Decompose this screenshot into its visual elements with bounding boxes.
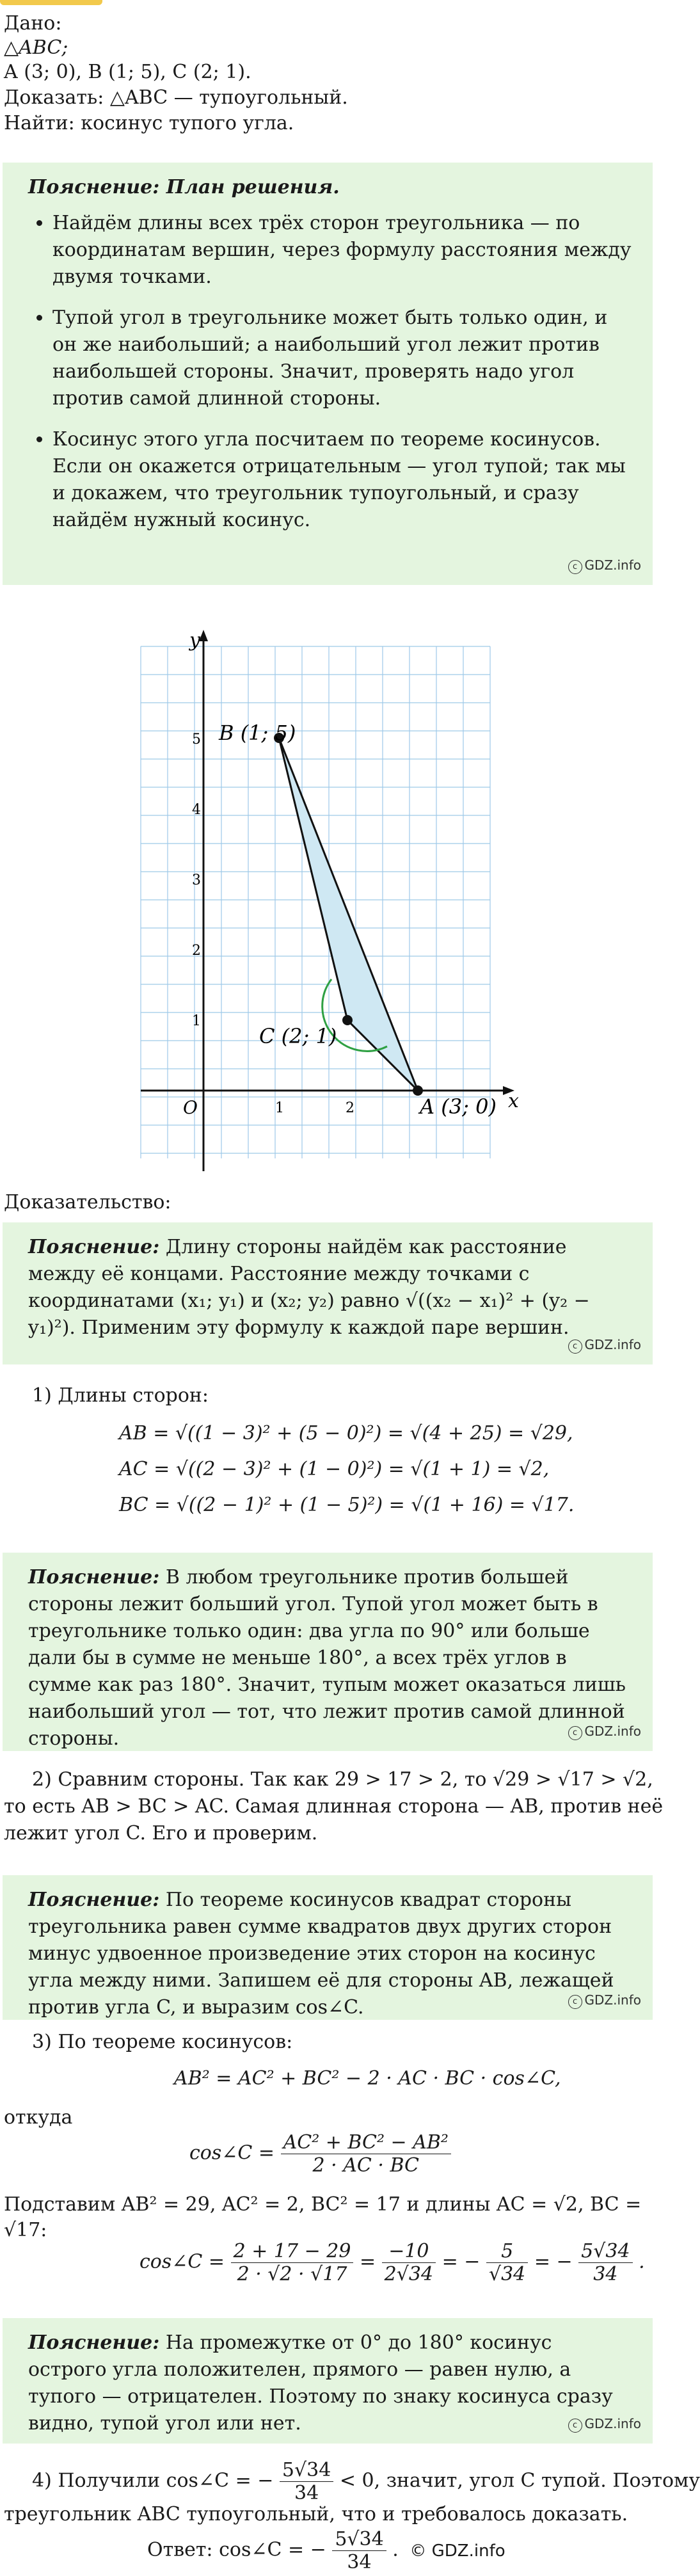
- y-axis-label: y: [189, 629, 200, 652]
- fraction-numerator: AC² + BC² − AB²: [281, 2131, 451, 2154]
- note-title: Пояснение:: [28, 1236, 160, 1258]
- whence-label: откуда: [4, 2106, 73, 2129]
- answer-pre: Ответ: cos∠C = −: [147, 2538, 326, 2561]
- cos-lhs: cos∠C =: [189, 2141, 275, 2164]
- given-points: A (3; 0), B (1; 5), C (2; 1).: [4, 61, 251, 83]
- gdz-signature: c GDZ.info: [568, 552, 641, 579]
- point-c: [342, 1015, 353, 1025]
- note-text: В любом треугольнике против большей стороны лежит больший угол. Тупой угол может быть в треугольнике только один: два угла по 90° или больше дали бы в сумме не меньше 180°, а всех трёх углов в сумме как раз 180°. Значит, тупым может оказаться лишь наибольший угол — тот, что лежит против самой длинной стороны.: [28, 1566, 626, 1750]
- y-tick-label: 4: [192, 802, 201, 818]
- y-tick-label: 5: [192, 732, 201, 748]
- x-tick-label: 1: [275, 1100, 284, 1116]
- calc-lhs: cos∠C =: [139, 2250, 225, 2273]
- step4-pre: 4) Получили cos∠C = −: [32, 2469, 274, 2492]
- given-label: Дано:: [4, 12, 62, 35]
- law-formula: AB² = AC² + BC² − 2 · AC · BC · cos∠C,: [174, 2067, 561, 2090]
- y-tick-label: 3: [192, 872, 201, 888]
- fraction-numerator: 5√34: [578, 2240, 632, 2263]
- fraction-numerator: 5: [486, 2240, 528, 2263]
- note-text: Длину стороны найдём как расстояние между её концами. Расстояние между точками с координатами (x₁; y₁) и (x₂; y₂) равно √((x₂ − x₁)² + (y₂ − y₁)²). Применим эту формулу к каждой паре вершин.: [28, 1236, 590, 1339]
- substitute-line: √17:: [4, 2219, 47, 2241]
- coordinate-graph: [128, 621, 537, 1171]
- fraction-denominator: 2√34: [384, 2263, 434, 2285]
- equals-sign: =: [359, 2250, 376, 2273]
- step2-line: то есть AB > BC > AC. Самая длинная сторона — AB, против неё: [4, 1795, 664, 1818]
- gdz-signature: c GDZ.info: [568, 1331, 641, 1358]
- cos-fraction: [281, 2131, 451, 2177]
- top-tab-marker: [0, 0, 102, 5]
- given-triangle: △ABC;: [4, 36, 68, 59]
- step4-fraction: [280, 2459, 333, 2504]
- calc-fraction: [486, 2240, 528, 2285]
- gdz-signature: c GDZ.info: [568, 1718, 641, 1745]
- given-prove: Доказать: △ABC — тупоугольный.: [4, 86, 348, 109]
- step4-line: [32, 2459, 700, 2504]
- plan-bullet: • Найдём длины всех трёх сторон треугольника — по координатам вершин, через формулу расстояния между двумя точками.: [52, 210, 633, 291]
- answer-fraction: [332, 2528, 386, 2573]
- note-text: На промежутке от 0° до 180° косинус острого угла положителен, прямого — равен нулю, а тупого — отрицателен. Поэтому по знаку косинуса сразу видно, тупой угол или нет.: [28, 2332, 613, 2435]
- y-tick-label: 1: [192, 1013, 201, 1029]
- plan-list: [28, 210, 633, 534]
- note-distance: [3, 1222, 653, 1364]
- fraction-numerator: 2 + 17 − 29: [231, 2240, 354, 2263]
- fraction-denominator: 2 · √2 · √17: [237, 2263, 347, 2285]
- plan-bullet: • Тупой угол в треугольнике может быть только один, и он же наибольший; а наибольший угол лежит против наибольшей стороны. Значит, проверять надо угол против самой длинной стороны.: [52, 305, 633, 412]
- fraction-numerator: 5√34: [332, 2528, 386, 2551]
- calc-fraction: [382, 2240, 436, 2285]
- fraction-denominator: 34: [593, 2263, 618, 2285]
- note-law-of-cosines: [3, 1875, 653, 2020]
- gdz-signature: c GDZ.info: [568, 1987, 641, 2013]
- point-a-label: A (3; 0): [420, 1094, 497, 1119]
- calc-fraction: [231, 2240, 354, 2285]
- answer-signature: © GDZ.info: [410, 2541, 505, 2561]
- calc-fraction: [578, 2240, 632, 2285]
- note-text: По теореме косинусов квадрат стороны треугольника равен сумме квадратов двух других сторон минус удвоенное произведение этих сторон на косинус угла между ними. Запишем её для стороны AB, лежащей против угла C, и выразим cos∠C.: [28, 1889, 614, 2019]
- cos-calculation: [139, 2240, 645, 2285]
- fraction-numerator: 5√34: [280, 2459, 333, 2482]
- x-axis-label: x: [508, 1090, 519, 1112]
- step2-line: 2) Сравним стороны. Так как 29 > 17 > 2, то √29 > √17 > √2,: [32, 1768, 653, 1791]
- fraction-denominator: 34: [294, 2482, 319, 2504]
- note-title: Пояснение:: [28, 2332, 160, 2354]
- step4-post: < 0, значит, угол C тупой. Поэтому: [339, 2469, 700, 2492]
- point-c-label: C (2; 1): [259, 1024, 337, 1048]
- substitute-line: Подставим AB² = 29, AC² = 2, BC² = 17 и длины AC = √2, BC =: [4, 2193, 642, 2216]
- answer-line: [147, 2528, 505, 2573]
- equals-sign: = −: [441, 2250, 481, 2273]
- fraction-denominator: 2 · AC · BC: [312, 2154, 420, 2177]
- step2-line: лежит угол C. Его и проверим.: [4, 1822, 318, 1844]
- formula-ac: AC = √((2 − 3)² + (1 − 0)²) = √(1 + 1) = √2,: [119, 1458, 550, 1480]
- point-b-label: B (1; 5): [219, 721, 296, 745]
- step4-line2: треугольник ABC тупоугольный, что и требовалось доказать.: [4, 2503, 628, 2525]
- note-title: Пояснение:: [28, 1889, 160, 1911]
- y-tick-label: 2: [192, 943, 201, 959]
- formula-ab: AB = √((1 − 3)² + (5 − 0)²) = √(4 + 25) = √29,: [119, 1422, 573, 1444]
- grid: [141, 646, 490, 1158]
- origin-label: O: [183, 1097, 198, 1118]
- plan-bullet: • Косинус этого угла посчитаем по теореме косинусов. Если он окажется отрицательным — угол тупой; так мы и докажем, что треугольник тупоугольный, и сразу найдём нужный косинус.: [52, 426, 633, 534]
- x-tick-label: 2: [346, 1100, 354, 1116]
- period: .: [639, 2250, 645, 2273]
- note-title: Пояснение:: [28, 1566, 160, 1588]
- note-largest-angle: [3, 1553, 653, 1751]
- fraction-denominator: √34: [488, 2263, 526, 2285]
- proof-label: Доказательство:: [4, 1191, 171, 1213]
- fraction-numerator: −10: [382, 2240, 436, 2263]
- formula-bc: BC = √((2 − 1)² + (1 − 5)²) = √(1 + 16) = √17.: [119, 1494, 575, 1516]
- answer-post: .: [392, 2538, 399, 2561]
- fraction-denominator: 34: [347, 2551, 372, 2573]
- y-axis-arrow: [199, 630, 208, 641]
- equals-sign: = −: [534, 2250, 573, 2273]
- plan-note: [3, 163, 653, 585]
- step3-label: 3) По теореме косинусов:: [32, 2031, 293, 2053]
- note-cosine-sign: [3, 2318, 653, 2444]
- cos-expression: [189, 2131, 451, 2177]
- step1-label: 1) Длины сторон:: [32, 1384, 209, 1407]
- plan-title: Пояснение: План решения.: [28, 176, 340, 198]
- given-find: Найти: косинус тупого угла.: [4, 112, 294, 134]
- gdz-signature: c GDZ.info: [568, 2410, 641, 2437]
